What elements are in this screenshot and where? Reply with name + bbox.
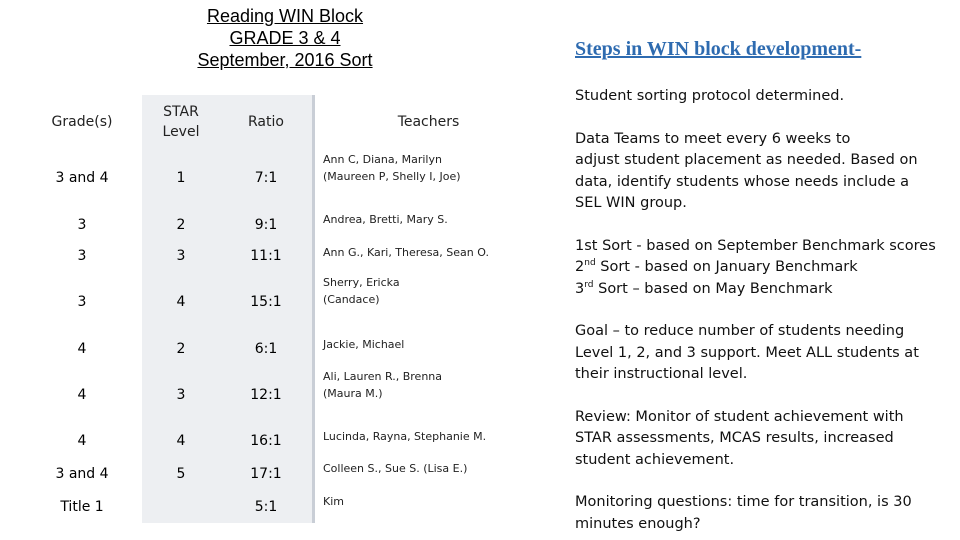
step-protocol-text: Student sorting protocol determined. (575, 88, 845, 104)
cell-ratio: 12:1 (220, 365, 315, 425)
cell-level: 4 (142, 425, 220, 457)
step-sort-3-sup: rd (584, 279, 594, 290)
step-sorts (575, 236, 945, 301)
teachers-line1: Kim (323, 495, 344, 508)
cell-grade: 3 and 4 (24, 457, 142, 490)
cell-teachers (315, 425, 542, 457)
teachers-line2: (Maureen P, Shelly I, Joe) (323, 170, 461, 183)
header-ratio: Ratio (220, 95, 315, 148)
teachers-line1: Jackie, Michael (323, 338, 405, 351)
teachers-line1: Ann C, Diana, Marilyn (323, 153, 442, 166)
cell-ratio: 5:1 (220, 490, 315, 523)
step-sort-3-num: 3 (575, 280, 585, 297)
step-sort-3-text: Sort – based on May Benchmark (593, 280, 833, 297)
teachers-line1: Lucinda, Rayna, Stephanie M. (323, 430, 487, 443)
header-teachers: Teachers (315, 95, 542, 148)
cell-grade: 4 (24, 365, 142, 425)
cell-level: 2 (142, 208, 220, 241)
step-review-line1: Review: Monitor of student achievement with (575, 408, 904, 425)
step-review-line3: student achievement. (575, 451, 735, 468)
cell-ratio: 17:1 (220, 457, 315, 490)
cell-level: 4 (142, 271, 220, 333)
step-monitoring-line2: minutes enough? (575, 515, 701, 532)
table-header-row (24, 95, 542, 148)
step-sort-2-sup: nd (584, 258, 596, 269)
cell-teachers (315, 365, 542, 425)
cell-teachers (315, 490, 542, 523)
cell-ratio: 15:1 (220, 271, 315, 333)
table-row (24, 271, 542, 333)
cell-level: 3 (142, 365, 220, 425)
cell-grade: 3 (24, 208, 142, 241)
cell-level (142, 490, 220, 523)
cell-ratio: 9:1 (220, 208, 315, 241)
table-row (24, 241, 542, 271)
table-row (24, 148, 542, 208)
cell-teachers (315, 333, 542, 365)
steps-heading: Steps in WIN block development- (575, 38, 862, 60)
table-row (24, 208, 542, 241)
step-review (575, 407, 945, 472)
sort-table (24, 95, 542, 523)
cell-level: 3 (142, 241, 220, 271)
table-row (24, 490, 542, 523)
teachers-line2: (Candace) (323, 293, 380, 306)
page-title (160, 5, 410, 71)
step-goal-line2: Level 1, 2, and 3 support. Meet ALL students at (575, 344, 919, 361)
table-row (24, 365, 542, 425)
cell-ratio: 11:1 (220, 241, 315, 271)
table-row (24, 425, 542, 457)
cell-grade: 3 (24, 271, 142, 333)
cell-ratio: 16:1 (220, 425, 315, 457)
title-line-2: GRADE 3 & 4 (229, 28, 341, 48)
step-sort-2-num: 2 (575, 259, 585, 275)
step-protocol (575, 86, 945, 108)
header-grades: Grade(s) (24, 95, 142, 148)
teachers-line1: Ali, Lauren R., Brenna (323, 370, 443, 383)
teachers-line1: Ann G., Kari, Theresa, Sean O. (323, 246, 489, 259)
teachers-line1: Colleen S., Sue S. (Lisa E.) (323, 462, 468, 475)
step-data-teams-line3: data, identify students whose needs include a (575, 173, 910, 190)
step-monitoring-line1: Monitoring questions: time for transition, is 30 (575, 494, 912, 510)
step-data-teams (575, 129, 945, 215)
table-row (24, 333, 542, 365)
cell-teachers (315, 148, 542, 208)
header-star-line1: STAR (163, 103, 199, 120)
step-goal (575, 321, 945, 386)
cell-grade: 3 and 4 (24, 148, 142, 208)
step-goal-line3: their instructional level. (575, 366, 748, 382)
cell-grade: Title 1 (24, 490, 142, 523)
title-line-3: September, 2016 Sort (197, 50, 373, 70)
cell-teachers (315, 241, 542, 271)
table-row (24, 457, 542, 490)
cell-teachers (315, 271, 542, 333)
cell-ratio: 6:1 (220, 333, 315, 365)
cell-ratio: 7:1 (220, 148, 315, 208)
cell-grade: 4 (24, 425, 142, 457)
cell-grade: 3 (24, 241, 142, 271)
title-line-1: Reading WIN Block (206, 6, 364, 26)
step-sort-1: 1st Sort - based on September Benchmark scores (575, 237, 936, 254)
steps-list (575, 86, 945, 535)
step-data-teams-line1: Data Teams to meet every 6 weeks to (575, 130, 851, 147)
header-star-line2: Level (162, 123, 200, 140)
step-monitoring (575, 492, 945, 535)
step-review-line2: STAR assessments, MCAS results, increased (575, 430, 894, 446)
step-data-teams-line2: adjust student placement as needed. Based on (575, 152, 918, 168)
teachers-line2: (Maura M.) (323, 387, 383, 400)
header-star-level (142, 95, 220, 148)
step-goal-line1: Goal – to reduce number of students needing (575, 323, 905, 339)
cell-teachers (315, 208, 542, 241)
step-data-teams-line4: SEL WIN group. (575, 195, 687, 211)
teachers-line1: Sherry, Ericka (323, 276, 400, 289)
step-sort-2-text: Sort - based on January Benchmark (595, 259, 858, 275)
cell-level: 1 (142, 148, 220, 208)
cell-level: 2 (142, 333, 220, 365)
cell-grade: 4 (24, 333, 142, 365)
cell-level: 5 (142, 457, 220, 490)
teachers-line1: Andrea, Bretti, Mary S. (323, 213, 448, 226)
cell-teachers (315, 457, 542, 490)
